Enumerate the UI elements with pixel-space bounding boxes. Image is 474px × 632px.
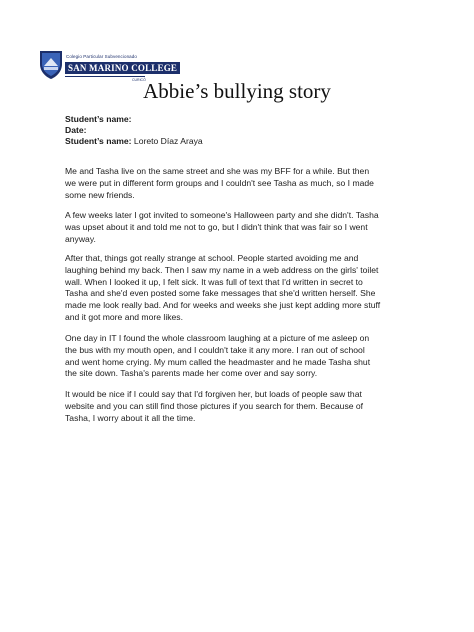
- logo-school-name: SAN MARINO COLLEGE: [65, 62, 180, 74]
- paragraph-line: we were put in different form groups and I couldn't see Tasha as much, so I made: [65, 177, 374, 188]
- paragraph-line: and went home crying. My mum called the headmaster and he made Tasha shut: [65, 356, 371, 367]
- paragraph-line: It would be nice if I could say that I'd forgiven her, but loads of people saw that: [65, 389, 362, 399]
- paragraph-line: Tasha, I worry about it all the time.: [65, 412, 196, 423]
- paragraph-line: made me look really bad. And for weeks and weeks she just kept adding more stuff: [65, 300, 381, 311]
- field-value: Loreto Díaz Araya: [133, 136, 203, 146]
- paragraph-1: [65, 166, 427, 201]
- logo-divider: [65, 76, 145, 77]
- student-name-field-2: [65, 136, 203, 146]
- paragraph-line: After that, things got really strange at school. People started avoiding me and: [65, 253, 359, 263]
- paragraph-line: A few weeks later I got invited to someone's Halloween party and she didn't. Tasha: [65, 210, 379, 220]
- paragraph-line: some new friends.: [65, 189, 135, 200]
- paragraph-line: the site down. Tasha's parents made her come over and say sorry.: [65, 368, 318, 379]
- date-field: [65, 125, 87, 135]
- field-label: Date:: [65, 125, 87, 135]
- field-label: Student’s name:: [65, 136, 132, 146]
- paragraph-line: One day in IT I found the whole classroom laughing at a picture of me asleep on: [65, 333, 370, 343]
- paragraph-3: [65, 253, 427, 324]
- paragraph-4: [65, 333, 427, 380]
- document-title: Abbie’s bullying story: [143, 79, 331, 103]
- field-label: Student’s name:: [65, 114, 132, 124]
- paragraph-line: the bus with my mouth open, and I couldn't take it any more. I ran out of school: [65, 344, 365, 355]
- paragraph-line: Me and Tasha live on the same street and she was my BFF for a while. But then: [65, 166, 370, 176]
- paragraph-line: website and you can still find those pictures if you search for them. Because of: [65, 400, 364, 411]
- paragraph-2: [65, 210, 427, 245]
- paragraph-5: [65, 389, 427, 424]
- paragraph-line: was upset about it and told me not to go, but I didn't think that was fair so I went: [65, 221, 368, 232]
- shield-icon: [39, 50, 63, 80]
- paragraph-line: Tasha and she'd even posted some fake messages that she'd written herself. She: [65, 288, 376, 299]
- paragraph-line: laughing behind my back. Then I saw my name in a web address on the girls' toilet: [65, 264, 379, 275]
- paragraph-line: and it got more and more likes.: [65, 311, 183, 322]
- paragraph-line: wall. When I looked it up, I felt sick. It was full of text that I'd written in secret to: [65, 276, 363, 287]
- student-name-field: [65, 114, 132, 124]
- logo-subtext: CURICÓ: [132, 78, 146, 82]
- paragraph-line: anyway.: [65, 233, 96, 244]
- logo-top-text: Colegio Particular Subvencionado: [66, 54, 137, 59]
